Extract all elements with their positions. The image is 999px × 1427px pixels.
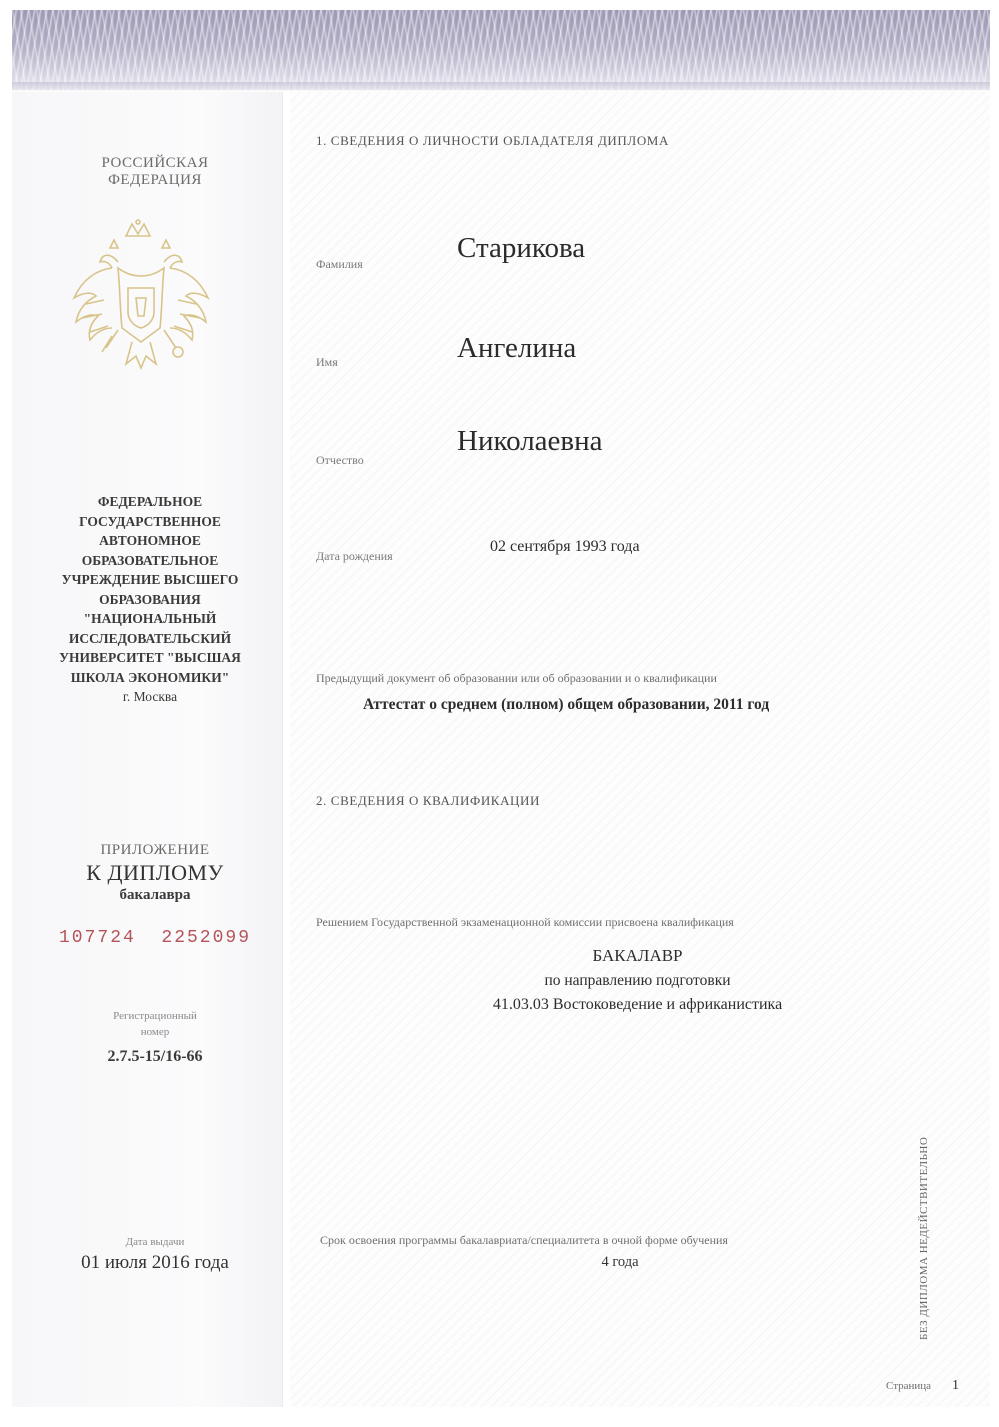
serial-number: 107724 2252099: [58, 928, 252, 948]
previous-document-label: Предыдущий документ об образовании или об образовании и о квалификации: [316, 671, 717, 685]
institution-line: ФЕДЕРАЛЬНОЕ: [97, 494, 203, 509]
security-band-edge: [12, 82, 990, 92]
institution-line: ГОСУДАРСТВЕННОЕ: [79, 513, 221, 529]
invalid-without-diploma-note: БЕЗ ДИПЛОМА НЕДЕЙСТВИТЕЛЬНО: [918, 1136, 930, 1340]
patronymic-label: Отчество: [316, 453, 364, 467]
institution-line: ИССЛЕДОВАТЕЛЬСКИЙ: [68, 630, 232, 646]
direction-label: по направлению подготовки: [544, 972, 731, 989]
surname-value: Старикова: [457, 232, 586, 264]
qualification-decision-label: Решением Государственной экзаменационной комиссии присвоена квалификация: [316, 915, 734, 929]
registration-number: 2.7.5-15/16-66: [107, 1048, 203, 1065]
program-name: 41.03.03 Востоковедение и африканистика: [492, 996, 783, 1013]
issue-date-label: Дата выдачи: [125, 1236, 185, 1248]
country-line-1: РОССИЙСКАЯ: [101, 155, 209, 171]
study-duration-value: 4 года: [601, 1254, 639, 1270]
institution-line: ОБРАЗОВАНИЯ: [99, 591, 201, 607]
country-line-2: ФЕДЕРАЦИЯ: [108, 172, 202, 188]
institution-line: АВТОНОМНОЕ: [99, 533, 201, 548]
institution-line: УЧРЕЖДЕНИЕ ВЫСШЕГО: [61, 572, 239, 587]
appendix-degree: бакалавра: [119, 887, 191, 903]
institution-line: ОБРАЗОВАТЕЛЬНОЕ: [81, 552, 219, 568]
birth-date-label: Дата рождения: [316, 549, 393, 563]
appendix-label: ПРИЛОЖЕНИЕ: [100, 842, 210, 858]
patronymic-value: Николаевна: [457, 425, 603, 457]
name-value: Ангелина: [457, 332, 577, 364]
degree-title: БАКАЛАВР: [592, 946, 683, 965]
registration-label-line-1: Регистрационный: [113, 1010, 197, 1022]
page-label: Страница: [886, 1380, 932, 1392]
right-panel: [290, 92, 990, 1407]
previous-document-value: Аттестат о среднем (полном) общем образовании, 2011 год: [363, 696, 770, 713]
security-band: [12, 10, 990, 90]
study-duration-label: Срок освоения программы бакалавриата/специалитета в очной форме обучения: [320, 1233, 728, 1247]
issue-date: 01 июля 2016 года: [81, 1252, 229, 1273]
page-number: 1: [952, 1378, 959, 1393]
country-name: [40, 155, 270, 189]
institution-line: ШКОЛА ЭКОНОМИКИ": [70, 669, 230, 685]
institution-line: "НАЦИОНАЛЬНЫЙ: [83, 611, 217, 626]
surname-label: Фамилия: [316, 257, 363, 271]
registration-label-line-2: номер: [140, 1026, 170, 1038]
section-2-title: 2. СВЕДЕНИЯ О КВАЛИФИКАЦИИ: [316, 793, 541, 808]
institution-line: УНИВЕРСИТЕТ "ВЫСШАЯ: [59, 650, 241, 665]
appendix-title: К ДИПЛОМУ: [86, 860, 224, 885]
name-label: Имя: [316, 355, 338, 369]
birth-date-value: 02 сентября 1993 года: [490, 538, 640, 555]
registration-label: [40, 1008, 270, 1040]
institution-city: г. Москва: [122, 689, 178, 704]
coat-of-arms-icon: [66, 218, 216, 383]
section-1-title: 1. СВЕДЕНИЯ О ЛИЧНОСТИ ОБЛАДАТЕЛЯ ДИПЛОМА: [316, 133, 669, 148]
institution-name: [30, 492, 270, 707]
